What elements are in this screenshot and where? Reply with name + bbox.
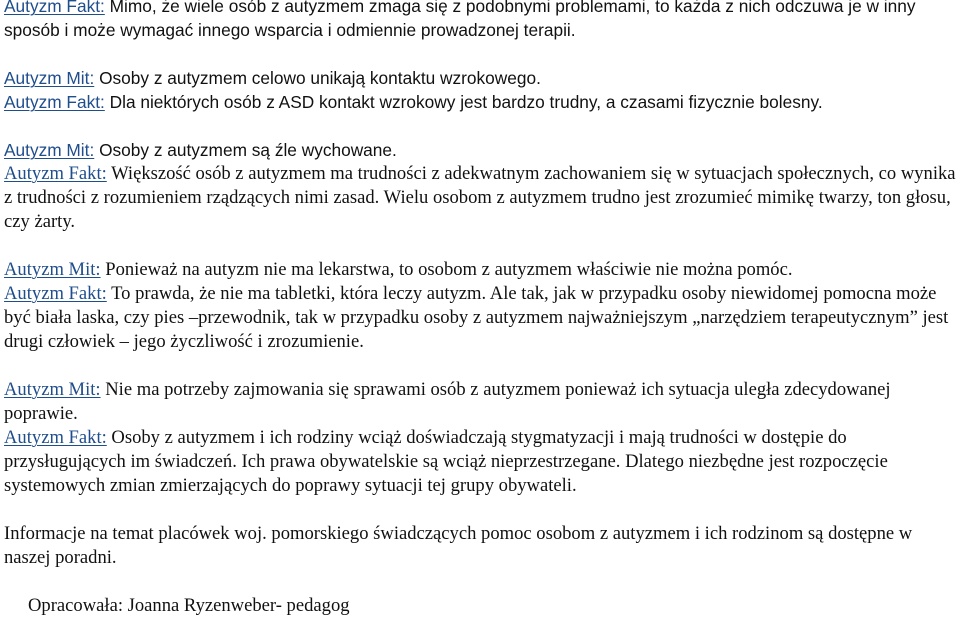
fact-text: Większość osób z autyzmem ma trudności z adekwatnym zachowaniem się w sytuacjach społecznych, co wynika z trudności z rozumieniem rządzących nimi zasad. Wielu osobom z autyzmem trudno jest zrozumieć mimikę twarzy, ton głosu, czy żarty. xyxy=(4,163,956,232)
fact-label: Autyzm Fakt: xyxy=(4,427,107,448)
myth-label: Autyzm Mit: xyxy=(4,68,95,88)
fact-label: Autyzm Fakt: xyxy=(4,92,105,112)
fact-text: Mimo, że wiele osób z autyzmem zmaga się z podobnymi problemami, to każda z nich odczuwa je w inny sposób i może wymagać innego wsparcia i odmiennie prowadzonej terapii. xyxy=(4,0,916,40)
fact-text: To prawda, że nie ma tabletki, która leczy autyzm. Ale tak, jak w przypadku osoby niewidomej pomocna może być biała laska, czy pies –przewodnik, tak w przypadku osoby z autyzmem najważniejszym „narzędziem terapeutycznym” jest drugi człowiek – jego życzliwość i zrozumienie. xyxy=(4,283,949,352)
myth-text: Nie ma potrzeby zajmowania się sprawami osób z autyzmem ponieważ ich sytuacja uległa zdecydowanej poprawie. xyxy=(4,379,891,424)
fact-label: Autyzm Fakt: xyxy=(4,0,105,16)
paragraph-gap xyxy=(4,234,958,258)
myth-paragraph-4 xyxy=(4,378,958,426)
paragraph-gap xyxy=(4,114,958,138)
myth-text: Osoby z autyzmem są źle wychowane. xyxy=(94,140,397,160)
myth-paragraph-1 xyxy=(4,66,958,90)
fact-label: Autyzm Fakt: xyxy=(4,163,107,184)
fact-paragraph-4 xyxy=(4,282,958,354)
myth-text: Osoby z autyzmem celowo unikają kontaktu wzrokowego. xyxy=(94,68,541,88)
fact-paragraph-3 xyxy=(4,162,958,234)
author-line: Opracowała: Joanna Ryzenweber- pedagog xyxy=(28,595,350,616)
fact-label: Autyzm Fakt: xyxy=(4,283,107,304)
fact-text: Osoby z autyzmem i ich rodziny wciąż doświadczają stygmatyzacji i mają trudności w dostępie do przysługujących im świadczeń. Ich prawa obywatelskie są wciąż nieprzestrzegane. Dlatego niezbędne jest rozpoczęcie systemowych zmian zmierzających do poprawy sytuacji tej grupy obywateli. xyxy=(4,427,888,496)
myth-label: Autyzm Mit: xyxy=(4,140,95,160)
myth-paragraph-2 xyxy=(4,138,958,162)
document-body xyxy=(4,0,958,618)
myth-paragraph-3 xyxy=(4,258,958,282)
fact-paragraph-5 xyxy=(4,426,958,498)
myth-label: Autyzm Mit: xyxy=(4,379,101,400)
myth-label: Autyzm Mit: xyxy=(4,259,101,280)
myth-text: Ponieważ na autyzm nie ma lekarstwa, to osobom z autyzmem właściwie nie można pomóc. xyxy=(100,259,793,280)
info-paragraph: Informacje na temat placówek woj. pomorskiego świadczących pomoc osobom z autyzmem i ich rodzinom są dostępne w naszej poradni. xyxy=(4,523,913,568)
fact-paragraph-2 xyxy=(4,90,958,114)
paragraph-gap xyxy=(4,42,958,66)
paragraph-gap xyxy=(4,570,958,594)
paragraph-gap xyxy=(4,498,958,522)
fact-text: Dla niektórych osób z ASD kontakt wzrokowy jest bardzo trudny, a czasami fizycznie bolesny. xyxy=(104,92,823,112)
paragraph-gap xyxy=(4,354,958,378)
fact-paragraph-1 xyxy=(4,0,958,42)
